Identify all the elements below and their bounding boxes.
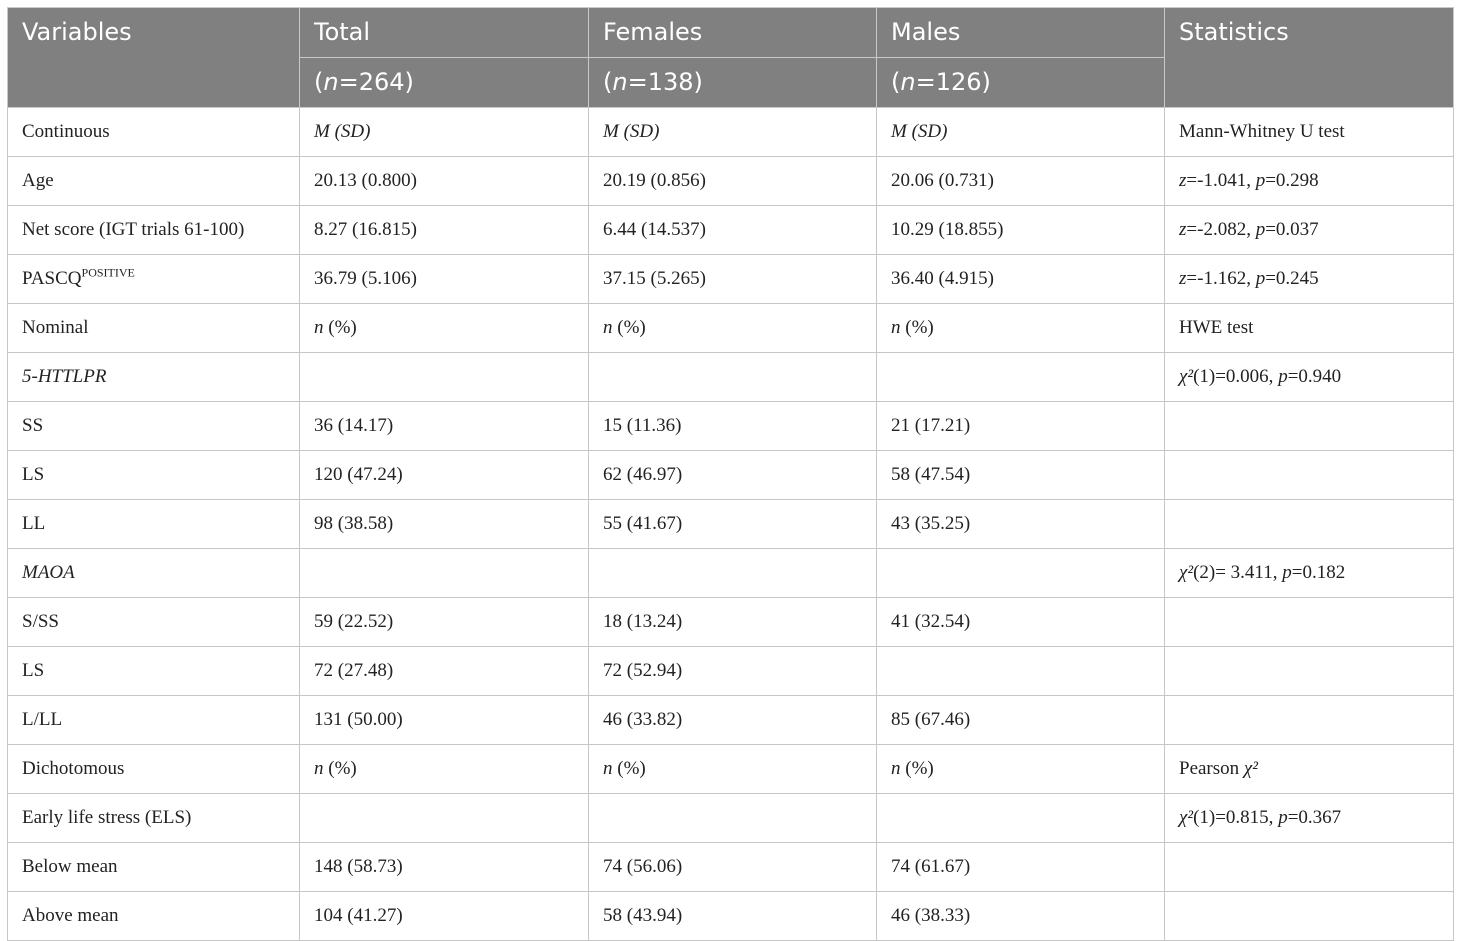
row-label: L/LL [8, 696, 300, 745]
cell-total: 8.27 (16.815) [300, 206, 589, 255]
cell-females: 74 (56.06) [589, 843, 877, 892]
table-row-httlpr-ll [8, 500, 1454, 549]
cell-females: n (%) [589, 745, 877, 794]
row-label: LL [8, 500, 300, 549]
cell-total: 72 (27.48) [300, 647, 589, 696]
cell-statistics [1165, 402, 1454, 451]
table-row-httlpr-ls [8, 451, 1454, 500]
cell-males: M (SD) [877, 108, 1165, 157]
table-row-age [8, 157, 1454, 206]
row-label: Early life stress (ELS) [8, 794, 300, 843]
statistics-table [7, 7, 1454, 941]
cell-total: n (%) [300, 745, 589, 794]
cell-females: 37.15 (5.265) [589, 255, 877, 304]
cell-statistics: Pearson χ² [1165, 745, 1454, 794]
cell-total: 36 (14.17) [300, 402, 589, 451]
cell-males [877, 549, 1165, 598]
cell-females: 18 (13.24) [589, 598, 877, 647]
cell-statistics: z=-2.082, p=0.037 [1165, 206, 1454, 255]
cell-males: 46 (38.33) [877, 892, 1165, 941]
cell-statistics: χ²(2)= 3.411, p=0.182 [1165, 549, 1454, 598]
cell-statistics: HWE test [1165, 304, 1454, 353]
cell-males [877, 353, 1165, 402]
header-row [8, 8, 1454, 58]
header-total-n: (n=264) [300, 58, 589, 108]
cell-females [589, 794, 877, 843]
cell-statistics [1165, 647, 1454, 696]
cell-total: 120 (47.24) [300, 451, 589, 500]
cell-total [300, 353, 589, 402]
cell-females: M (SD) [589, 108, 877, 157]
table-row-pascq [8, 255, 1454, 304]
header-total: Total [300, 8, 589, 58]
row-label: Age [8, 157, 300, 206]
cell-females: 46 (33.82) [589, 696, 877, 745]
cell-statistics [1165, 843, 1454, 892]
cell-males: 41 (32.54) [877, 598, 1165, 647]
table-row-above-mean [8, 892, 1454, 941]
cell-total: 20.13 (0.800) [300, 157, 589, 206]
row-label: $PASCQ^{POSITIVE}$ [8, 255, 300, 304]
row-label: 5-HTTLPR [8, 353, 300, 402]
header-variables: Variables [8, 8, 300, 108]
cell-males [877, 794, 1165, 843]
cell-females: 15 (11.36) [589, 402, 877, 451]
cell-total: 131 (50.00) [300, 696, 589, 745]
row-label: Below mean [8, 843, 300, 892]
header-statistics: Statistics [1165, 8, 1454, 108]
table-row-nominal [8, 304, 1454, 353]
cell-males: 85 (67.46) [877, 696, 1165, 745]
table-row-els [8, 794, 1454, 843]
table-row-maoa [8, 549, 1454, 598]
cell-total: 104 (41.27) [300, 892, 589, 941]
cell-females [589, 353, 877, 402]
cell-statistics [1165, 696, 1454, 745]
cell-males: 20.06 (0.731) [877, 157, 1165, 206]
header-males-n: (n=126) [877, 58, 1165, 108]
table-row-net-score [8, 206, 1454, 255]
cell-total: 148 (58.73) [300, 843, 589, 892]
table-row-below-mean [8, 843, 1454, 892]
cell-statistics: z=-1.041, p=0.298 [1165, 157, 1454, 206]
cell-total: M (SD) [300, 108, 589, 157]
row-label: LS [8, 647, 300, 696]
row-label: Continuous [8, 108, 300, 157]
cell-males: 58 (47.54) [877, 451, 1165, 500]
row-label: Above mean [8, 892, 300, 941]
cell-females: 6.44 (14.537) [589, 206, 877, 255]
table-row-maoa-l-ll [8, 696, 1454, 745]
cell-statistics: χ²(1)=0.006, p=0.940 [1165, 353, 1454, 402]
cell-females: 20.19 (0.856) [589, 157, 877, 206]
cell-males: 10.29 (18.855) [877, 206, 1165, 255]
table-row-5-httlpr [8, 353, 1454, 402]
header-females: Females [589, 8, 877, 58]
table-row-maoa-ls [8, 647, 1454, 696]
header-males: Males [877, 8, 1165, 58]
cell-total: n (%) [300, 304, 589, 353]
cell-males: 43 (35.25) [877, 500, 1165, 549]
cell-total: 36.79 (5.106) [300, 255, 589, 304]
cell-females: 72 (52.94) [589, 647, 877, 696]
row-label: Dichotomous [8, 745, 300, 794]
cell-statistics [1165, 892, 1454, 941]
table-row-maoa-s-ss [8, 598, 1454, 647]
cell-males: 21 (17.21) [877, 402, 1165, 451]
cell-statistics [1165, 500, 1454, 549]
table-row-httlpr-ss [8, 402, 1454, 451]
cell-females: 58 (43.94) [589, 892, 877, 941]
cell-males: n (%) [877, 304, 1165, 353]
cell-total [300, 549, 589, 598]
row-label: MAOA [8, 549, 300, 598]
cell-females: 62 (46.97) [589, 451, 877, 500]
cell-statistics: z=-1.162, p=0.245 [1165, 255, 1454, 304]
cell-statistics [1165, 451, 1454, 500]
cell-total: 59 (22.52) [300, 598, 589, 647]
row-label: S/SS [8, 598, 300, 647]
table-row-dichotomous [8, 745, 1454, 794]
cell-females: 55 (41.67) [589, 500, 877, 549]
row-label: LS [8, 451, 300, 500]
cell-total: 98 (38.58) [300, 500, 589, 549]
cell-females: n (%) [589, 304, 877, 353]
table-row-continuous [8, 108, 1454, 157]
cell-total [300, 794, 589, 843]
cell-males: 36.40 (4.915) [877, 255, 1165, 304]
table-body [8, 108, 1454, 941]
cell-statistics: Mann-Whitney U test [1165, 108, 1454, 157]
cell-males: n (%) [877, 745, 1165, 794]
cell-statistics: χ²(1)=0.815, p=0.367 [1165, 794, 1454, 843]
cell-statistics [1165, 598, 1454, 647]
header-females-n: (n=138) [589, 58, 877, 108]
table-header [8, 8, 1454, 108]
row-label: SS [8, 402, 300, 451]
cell-males: 74 (61.67) [877, 843, 1165, 892]
cell-males [877, 647, 1165, 696]
row-label: Net score (IGT trials 61-100) [8, 206, 300, 255]
cell-females [589, 549, 877, 598]
row-label: Nominal [8, 304, 300, 353]
